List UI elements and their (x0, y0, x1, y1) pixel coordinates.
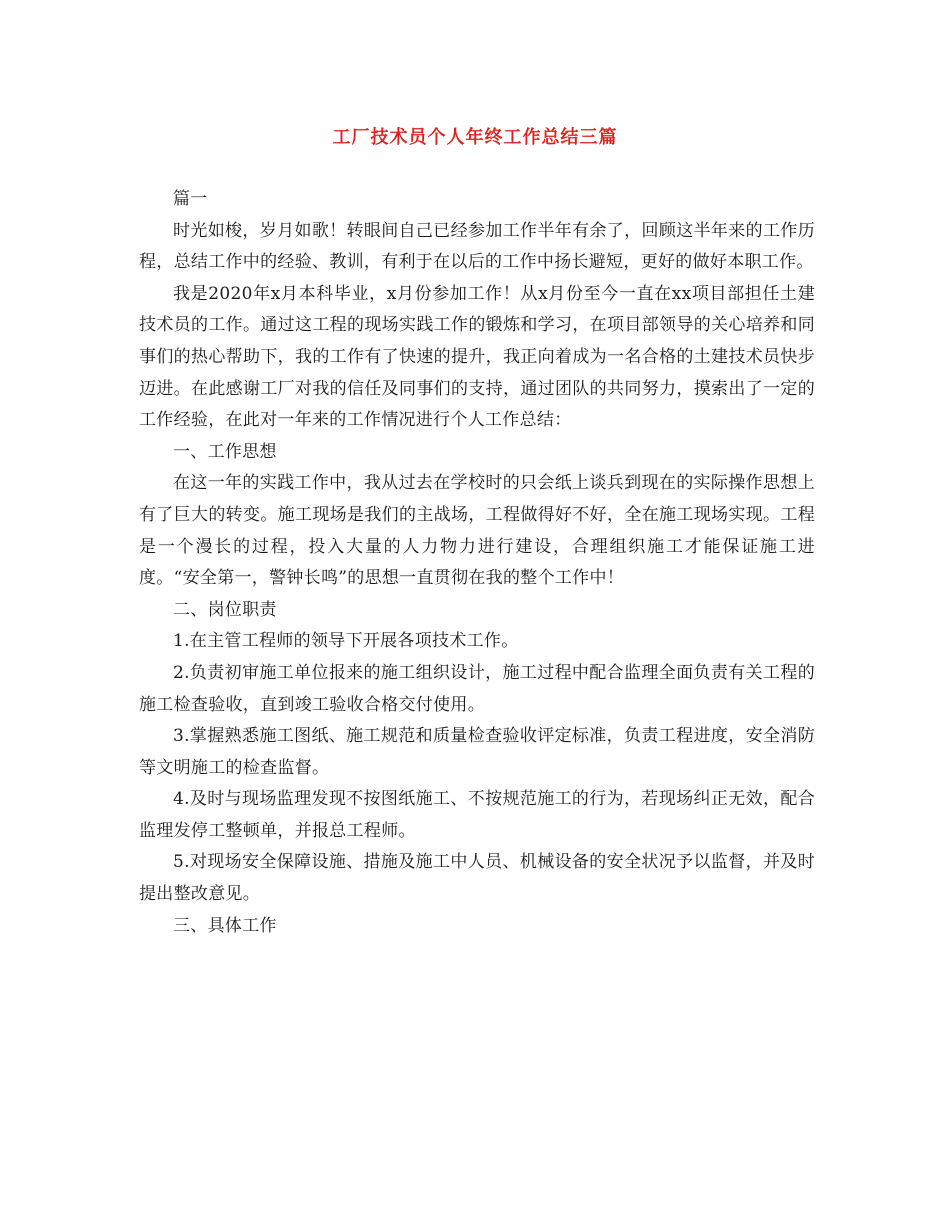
section-heading: 一、工作思想 (173, 441, 277, 462)
paragraph: 时光如梭，岁月如歌！转眼间自己已经参加工作半年有余了，回顾这半年来的工作历程，总结工作中的经验、教训，有利于在以后的工作中扬长避短，更好的做好本职工作。 (139, 220, 815, 273)
paragraph: 在这一年的实践工作中，我从过去在学校时的只会纸上谈兵到现在的实际操作思想上有了巨大的转变。施工现场是我们的主战场，工程做得好不好，全在施工现场实现。工程是一个漫长的过程，投入大量的人力物力进行建设，合理组织施工才能保证施工进度。“安全第一，警钟长鸣”的思想一直贯彻在我的整个工作中！ (139, 473, 815, 589)
section-heading: 二、岗位职责 (173, 599, 277, 620)
list-item: 4.及时与现场监理发现不按图纸施工、不按规范施工的行为，若现场纠正无效，配合监理发停工整顿单，并报总工程师。 (139, 789, 815, 841)
document-body (139, 184, 815, 942)
list-item: 2.负责初审施工单位报来的施工组织设计，施工过程中配合监理全面负责有关工程的施工检查验收，直到竣工验收合格交付使用。 (139, 662, 815, 715)
list-item: 3.掌握熟悉施工图纸、施工规范和质量检查验收评定标准，负责工程进度，安全消防等文明施工的检查监督。 (139, 726, 815, 778)
list-item: 5.对现场安全保障设施、措施及施工中人员、机械设备的安全状况予以监督，并及时提出整改意见。 (139, 852, 815, 905)
document-title: 工厂技术员个人年终工作总结三篇 (332, 127, 618, 148)
section-heading: 三、具体工作 (173, 915, 277, 936)
paragraph: 我是2020年x月本科毕业，x月份参加工作！从x月份至今一直在xx项目部担任土建技术员的工作。通过这工程的现场实践工作的锻炼和学习，在项目部领导的关心培养和同事们的热心帮助下，我的工作有了快速的提升，我正向着成为一名合格的土建技术员快步迈进。在此感谢工厂对我的信任及同事们的支持，通过团队的共同努力，摸索出了一定的工作经验，在此对一年来的工作情况进行个人工作总结： (139, 283, 815, 431)
section-label: 篇一 (173, 189, 208, 209)
list-item: 1.在主管工程师的领导下开展各项技术工作。 (173, 631, 519, 652)
